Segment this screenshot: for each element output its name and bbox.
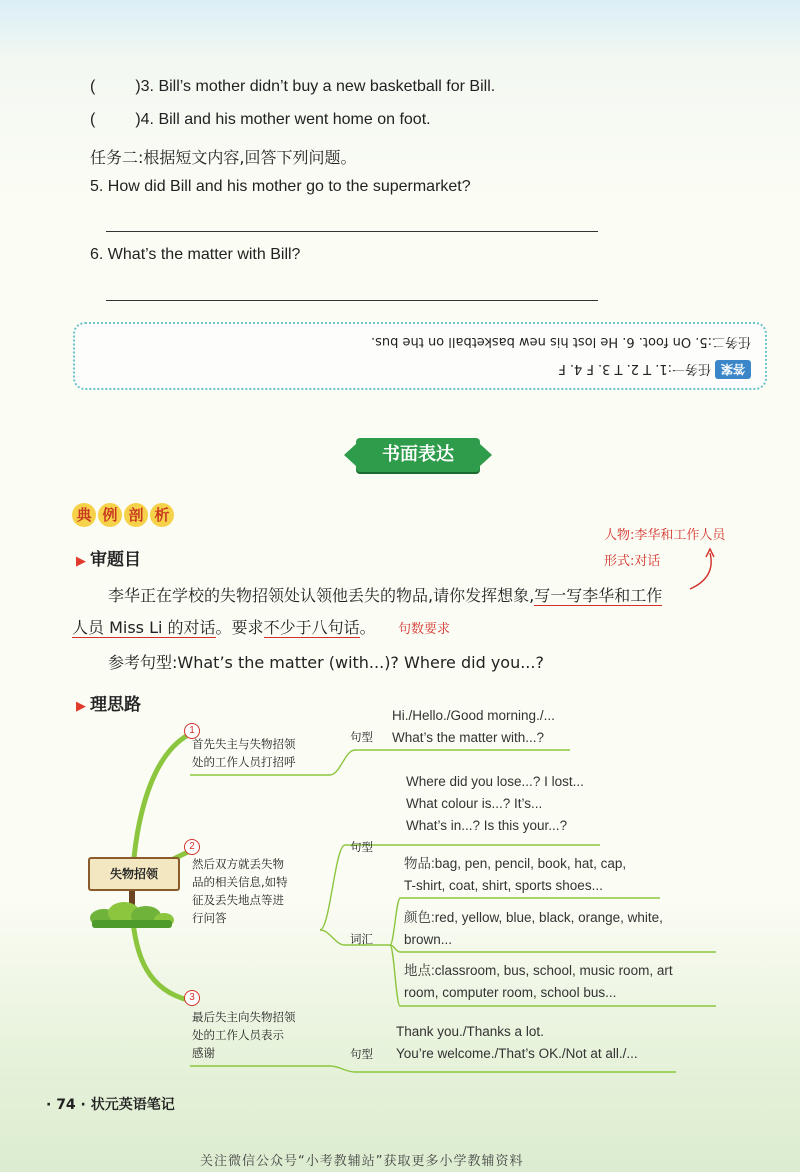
reference-label: 参考句型: bbox=[108, 653, 178, 672]
step3-label: 句型 bbox=[350, 1047, 373, 1061]
prompt-text: 。 bbox=[359, 618, 376, 637]
step1-label: 句型 bbox=[350, 730, 373, 744]
step-text-line: 最后失主向失物招领 bbox=[192, 1010, 296, 1024]
step-text-line: 感谢 bbox=[192, 1046, 215, 1060]
step3-text bbox=[192, 1008, 296, 1062]
sentence-pattern: Where did you lose...? I lost... bbox=[406, 774, 584, 789]
step-text-line: 首先失主与失物招领 bbox=[192, 737, 296, 751]
sentence-pattern: What colour is...? It’s... bbox=[406, 796, 543, 811]
prompt-text: 。要求 bbox=[215, 618, 264, 637]
answer-text-1: 任务一:1. T 2. T 3. F 4. F bbox=[558, 361, 711, 376]
vocab-line: 地点:classroom, bus, school, music room, art bbox=[404, 963, 673, 978]
annotation-count: 句数要求 bbox=[398, 622, 451, 637]
vocab-line: brown... bbox=[404, 932, 453, 947]
think-heading-text: 理思路 bbox=[90, 695, 141, 715]
review-heading-text: 审题目 bbox=[90, 550, 141, 570]
step2-sentence-label: 句型 bbox=[350, 840, 373, 854]
question-3-text: )3. Bill’s mother didn’t buy a new basketball for Bill. bbox=[135, 78, 496, 95]
answer-badge: 答案 bbox=[715, 360, 751, 379]
triangle-icon: ▶ bbox=[76, 699, 86, 714]
step3-sentences bbox=[396, 1021, 638, 1065]
title-char: 剖 bbox=[124, 503, 148, 527]
question-4-text: )4. Bill and his mother went home on foot. bbox=[135, 111, 431, 128]
step-text-line: 处的工作人员表示 bbox=[192, 1028, 284, 1042]
sentence-pattern: Thank you./Thanks a lot. bbox=[396, 1024, 544, 1039]
prompt-underlined-text: 人员 Miss Li 的对话 bbox=[72, 618, 216, 637]
sentence-pattern: You’re welcome./That’s OK./Not at all./... bbox=[396, 1046, 638, 1061]
vocab-places bbox=[404, 960, 673, 1004]
question-5: 5. How did Bill and his mother go to the supermarket? bbox=[90, 178, 471, 195]
task2-heading: 任务二:根据短文内容,回答下列问题。 bbox=[90, 148, 357, 167]
mindmap-center: 失物招领 bbox=[88, 857, 180, 891]
prompt-underlined-text: 写一写李华和工作 bbox=[534, 586, 663, 605]
reference-text: What’s the matter (with...)? Where did you...? bbox=[177, 653, 544, 672]
step2-words-label: 词汇 bbox=[350, 932, 373, 946]
prompt-text: 李华正在学校的失物招领处认领他丢失的物品,请你发挥想象, bbox=[108, 586, 535, 605]
answer-paren: ( bbox=[90, 111, 96, 128]
step-text-line: 然后双方就丢失物 bbox=[192, 857, 284, 871]
title-char: 析 bbox=[150, 503, 174, 527]
vocab-items bbox=[404, 853, 626, 897]
step-text-line: 品的相关信息,如特 bbox=[192, 875, 288, 889]
sentence-pattern: What’s the matter with...? bbox=[392, 730, 545, 745]
step-text-line: 处的工作人员打招呼 bbox=[192, 755, 296, 769]
sentence-pattern: Hi./Hello./Good morning./... bbox=[392, 708, 555, 723]
question-6: 6. What’s the matter with Bill? bbox=[90, 246, 301, 263]
step1-text bbox=[192, 735, 296, 771]
footer-ad: 关注微信公众号“小考教辅站”获取更多小学教辅资料 bbox=[200, 1154, 524, 1169]
step-number: 3 bbox=[184, 990, 200, 1006]
step-number: 2 bbox=[184, 839, 200, 855]
title-char: 典 bbox=[72, 503, 96, 527]
answer-paren: ( bbox=[90, 78, 96, 95]
section-ribbon: 书面表达 bbox=[356, 438, 480, 472]
annotation-form: 形式:对话 bbox=[604, 554, 661, 569]
vocab-line: T-shirt, coat, shirt, sports shoes... bbox=[404, 878, 603, 893]
answer-line-task2: 任务二:5. On foot. 6. He lost his new basketball on the bus. bbox=[370, 334, 751, 349]
vocab-line: 颜色:red, yellow, blue, black, orange, white, bbox=[404, 910, 663, 925]
step-text-line: 征及丢失地点等进 bbox=[192, 893, 284, 907]
vocab-line: 物品:bag, pen, pencil, book, hat, cap, bbox=[404, 856, 627, 871]
prompt-underlined-text: 不少于八句话 bbox=[263, 618, 360, 637]
title-char: 例 bbox=[98, 503, 122, 527]
sentence-pattern: What’s in...? Is this your...? bbox=[406, 818, 568, 833]
step1-sentences bbox=[392, 705, 555, 749]
page-number: · 74 · 状元英语笔记 bbox=[46, 1097, 175, 1113]
vocab-line: room, computer room, school bus... bbox=[404, 985, 617, 1000]
annotation-people: 人物:李华和工作人员 bbox=[604, 528, 726, 543]
step-number: 1 bbox=[184, 723, 200, 739]
triangle-icon: ▶ bbox=[76, 554, 86, 569]
step2-text bbox=[192, 855, 288, 927]
step-text-line: 行问答 bbox=[192, 911, 227, 925]
step2-sentences bbox=[406, 771, 584, 837]
vocab-colours bbox=[404, 907, 663, 951]
